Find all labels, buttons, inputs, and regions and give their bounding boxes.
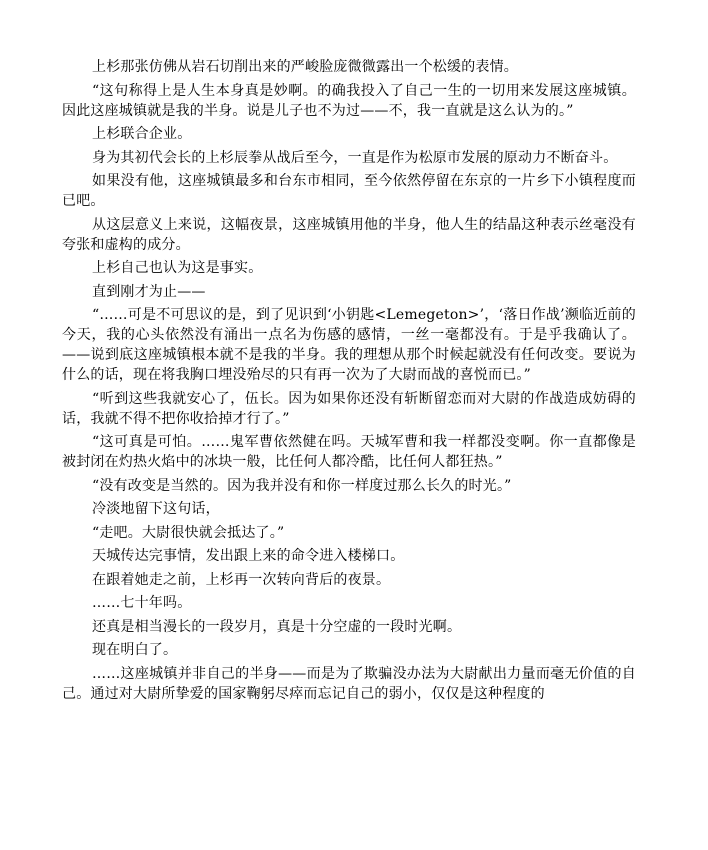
paragraph: “没有改变是当然的。因为我并没有和你一样度过那么长久的时光。” bbox=[92, 477, 512, 494]
paragraph: 如果没有他，这座城镇最多和台东市相同，至今依然停留在东京的一片乡下小镇程度而已吧。 bbox=[62, 173, 636, 209]
paragraph: ……这座城镇并非自己的半身——而是为了欺骗没办法为大尉献出力量而毫无价值的自己。通过对大尉所挚爱的国家鞠躬尽瘁而忘记自己的弱小，仅仅是这种程度的 bbox=[62, 665, 636, 702]
paragraph: 从这层意义上来说，这幅夜景，这座城镇用他的半身，他人生的结晶这种表示丝毫没有夸张和虚构的成分。 bbox=[62, 216, 636, 253]
paragraph: “……可是不可思议的是，到了见识到‘小钥匙<Lemegeton>’，‘落日作战’濒临近前的今天，我的心头依然没有涌出一点名为伤感的感情，一丝一毫都没有。于是乎我确认了。——说到底这座城镇根本就不是我的半身。我的理想从那个时候起就没有任何改变。要说为什么的话，现在将我胸口埋没殆尽的只有再一次为了大尉而战的喜悦而已。” bbox=[62, 307, 636, 383]
paragraph: “听到这些我就安心了，伍长。因为如果你还没有斩断留恋而对大尉的作战造成妨碍的话，我就不得不把你收拾掉才行了。” bbox=[62, 390, 636, 427]
paragraph: 上杉自己也认为这是事实。 bbox=[92, 260, 263, 276]
paragraph: “这可真是可怕。……鬼军曹依然健在吗。天城军曹和我一样都没变啊。你一直都像是被封闭在灼热火焰中的冰块一般，比任何人都冷酷，比任何人都狂热。” bbox=[62, 434, 636, 470]
paragraph: 上杉那张仿佛从岩石切削出来的严峻脸庞微微露出一个松缓的表情。 bbox=[92, 59, 518, 75]
paragraph: 天城传达完事情，发出跟上来的命令进入楼梯口。 bbox=[92, 548, 405, 564]
paragraph: ……七十年吗。 bbox=[92, 595, 192, 611]
paragraph: “这句称得上是人生本身真是妙啊。的确我投入了自己一生的一切用来发展这座城镇。因此这座城镇就是我的半身。说是儿子也不为过——不，我一直就是这么认为的。” bbox=[62, 82, 636, 119]
paragraph: “走吧。大尉很快就会抵达了。” bbox=[92, 524, 285, 541]
paragraph: 还真是相当漫长的一段岁月，真是十分空虚的一段时光啊。 bbox=[92, 618, 462, 635]
paragraph: 上杉联合企业。 bbox=[92, 126, 192, 142]
paragraph: 身为其初代会长的上杉辰拳从战后至今，一直是作为松原市发展的原动力不断奋斗。 bbox=[92, 149, 618, 166]
paragraph: 直到刚才为止—— bbox=[92, 283, 206, 300]
paragraph: 冷淡地留下这句话， bbox=[92, 501, 220, 517]
paragraph: 在跟着她走之前，上杉再一次转向背后的夜景。 bbox=[92, 571, 391, 588]
paragraph: 现在明白了。 bbox=[92, 642, 178, 658]
